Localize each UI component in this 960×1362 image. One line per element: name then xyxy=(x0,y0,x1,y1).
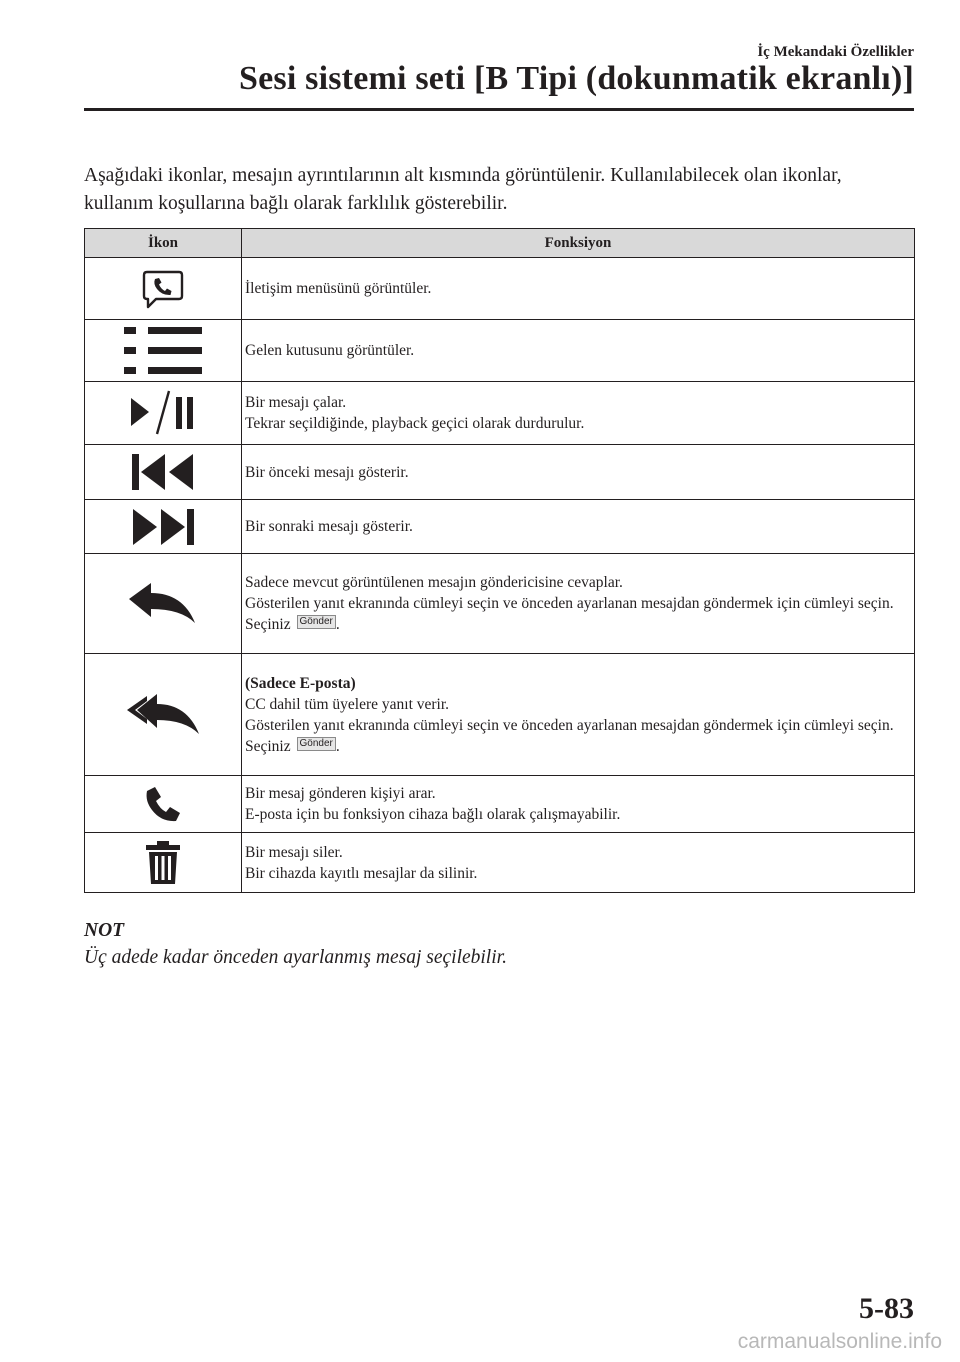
table-row xyxy=(85,445,915,500)
reply-icon xyxy=(127,594,199,611)
table-row xyxy=(85,382,915,445)
note-title: NOT xyxy=(84,920,125,941)
description-cell xyxy=(242,258,915,320)
description-cell xyxy=(242,320,915,382)
description-title: (Sadece E-posta) xyxy=(245,674,356,692)
icon-cell xyxy=(85,654,242,776)
description-line: Bir mesajı çalar. xyxy=(245,394,347,411)
description-cell xyxy=(242,500,915,554)
watermark: carmanualsonline.info xyxy=(737,1330,942,1353)
table-row xyxy=(85,320,915,382)
description-line: Bir mesajı siler. xyxy=(245,843,343,861)
description-line: Gösterilen yanıt ekranında cümleyi seçin ve önceden ayarlanan mesajdan göndermek için cümleyi seçin. xyxy=(245,716,894,734)
description-cell xyxy=(242,833,915,893)
table-row xyxy=(85,654,915,776)
trash-icon xyxy=(144,853,182,870)
send-button[interactable]: Gönder xyxy=(297,615,336,629)
icon-cell xyxy=(85,382,242,445)
page-number: 5-83 xyxy=(859,1292,914,1325)
table-row xyxy=(85,833,915,893)
select-prefix: Seçiniz xyxy=(245,616,291,633)
table-row xyxy=(85,500,915,554)
description-line: E-posta için bu fonksiyon cihaza bağlı olarak çalışmayabilir. xyxy=(245,806,621,823)
description-cell xyxy=(242,654,915,776)
description-line: Bir önceki mesajı gösterir. xyxy=(245,463,409,481)
select-instruction xyxy=(245,736,908,757)
icon-function-table xyxy=(84,228,915,893)
description-line: Tekrar seçildiğinde, playback geçici olarak durdurulur. xyxy=(245,415,585,432)
select-suffix: . xyxy=(335,737,340,755)
description-cell xyxy=(242,554,915,654)
description-line: Bir cihazda kayıtlı mesajlar da silinir. xyxy=(245,864,478,882)
icon-cell xyxy=(85,320,242,382)
next-icon xyxy=(131,517,195,534)
select-suffix: . xyxy=(335,616,340,633)
description-cell xyxy=(242,445,915,500)
title-rule xyxy=(84,108,914,111)
icon-cell xyxy=(85,500,242,554)
page-title: Sesi sistemi seti [B Tipi (dokunmatik ekranlı)] xyxy=(238,60,914,97)
table-row xyxy=(85,776,915,833)
description-cell xyxy=(242,382,915,445)
select-prefix: Seçiniz xyxy=(245,737,291,755)
icon-cell xyxy=(85,833,242,893)
note-block xyxy=(84,918,914,972)
description-line: Bir mesaj gönderen kişiyi arar. xyxy=(245,785,436,802)
intro-paragraph: Aşağıdaki ikonlar, mesajın ayrıntılarının alt kısmında görüntülenir. Kullanılabilecek olan ikonlar, kullanım koşullarına bağlı olarak farklılık gösterebilir. xyxy=(84,165,842,214)
section-label: İç Mekandaki Özellikler xyxy=(757,44,914,60)
description-line: İletişim menüsünü görüntüler. xyxy=(245,280,432,297)
icon-cell xyxy=(85,554,242,654)
select-instruction xyxy=(245,614,908,635)
icon-cell xyxy=(85,445,242,500)
description-cell xyxy=(242,776,915,833)
description-line: Bir sonraki mesajı gösterir. xyxy=(245,518,413,535)
function-column-header: Fonksiyon xyxy=(242,229,915,258)
description-line: Gelen kutusunu görüntüler. xyxy=(245,342,415,359)
communication-menu-icon xyxy=(140,279,186,296)
inbox-list-icon xyxy=(123,341,203,358)
note-text: Üç adede kadar önceden ayarlanmış mesaj seçilebilir. xyxy=(84,947,507,968)
table-row xyxy=(85,258,915,320)
description-line: Gösterilen yanıt ekranında cümleyi seçin ve önceden ayarlanan mesajdan göndermek için cümleyi seçin. xyxy=(245,595,894,612)
send-button[interactable]: Gönder xyxy=(297,737,336,751)
table-row xyxy=(85,554,915,654)
description-line: Sadece mevcut görüntülenen mesajın göndericisine cevaplar. xyxy=(245,574,623,591)
icon-cell xyxy=(85,258,242,320)
icon-column-header: İkon xyxy=(85,229,242,258)
reply-all-icon xyxy=(125,705,201,722)
icon-cell xyxy=(85,776,242,833)
description-line: CC dahil tüm üyelere yanıt verir. xyxy=(245,695,450,713)
previous-icon xyxy=(131,463,195,480)
phone-icon xyxy=(143,795,183,812)
table-header-row xyxy=(85,229,915,258)
play-pause-icon xyxy=(127,404,199,421)
